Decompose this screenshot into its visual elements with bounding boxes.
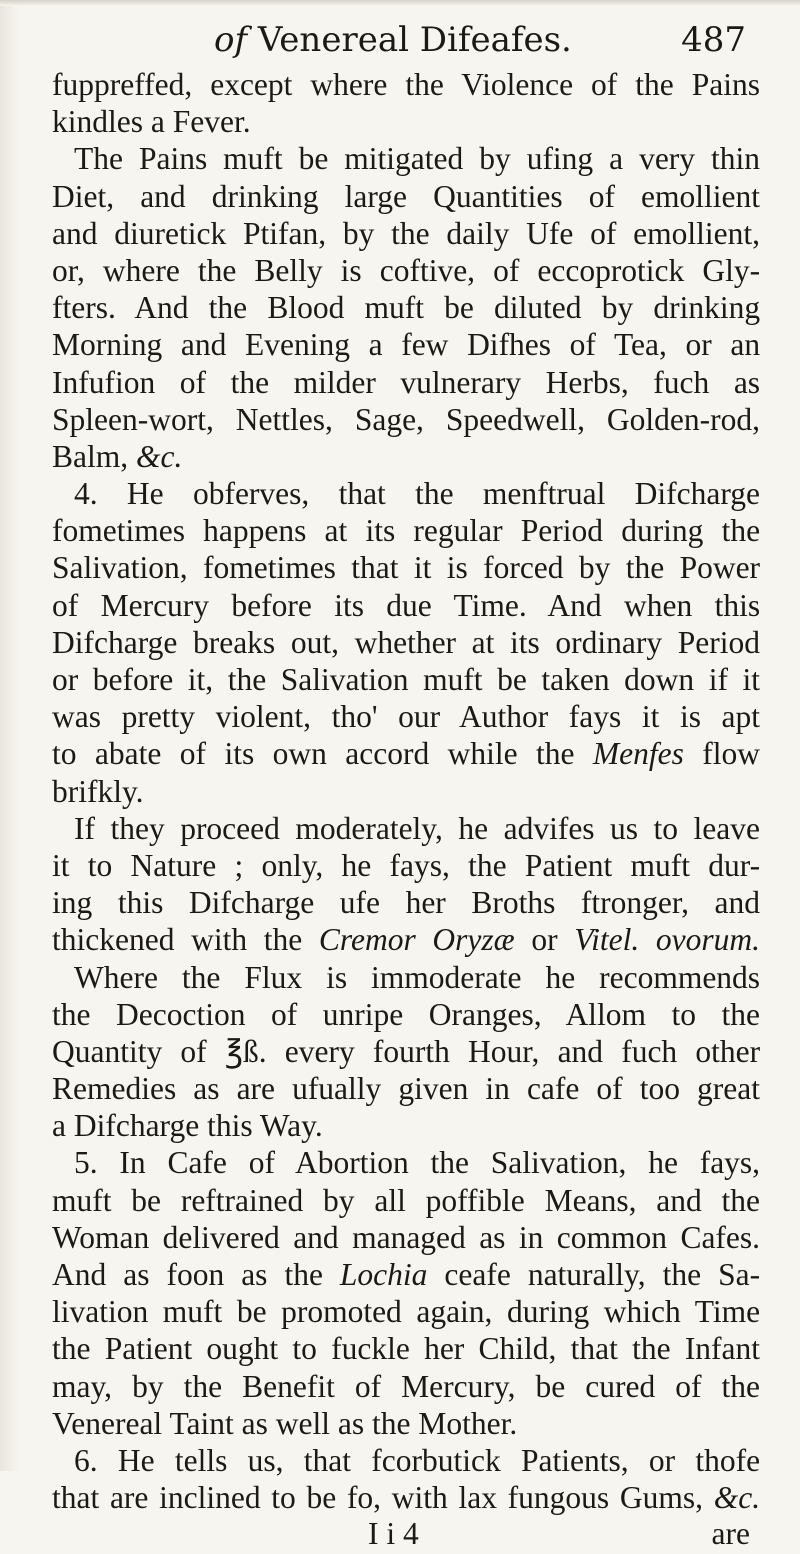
- text-line: Morning and Evening a few Difhes of Tea, or an: [52, 327, 760, 363]
- text-line: muft be reftrained by all poffible Means, and the: [52, 1182, 760, 1218]
- text-line: Diet, and drinking large Quantities of emollient: [52, 178, 760, 214]
- page-edge-shadow: [0, 0, 20, 1471]
- running-title: [214, 20, 572, 60]
- text-line: or, where the Belly is coftive, of eccoprotick Gly-: [52, 252, 760, 288]
- text-line: Woman delivered and managed as in common Cafes.: [52, 1219, 760, 1255]
- text-line: Where the Flux is immoderate he recommends: [74, 959, 760, 995]
- text-line: Infufion of the milder vulnerary Herbs, fuch as: [52, 364, 760, 400]
- text-line: that are inclined to be fo, with lax fungous Gums, &c.: [52, 1480, 760, 1516]
- text-line: ing this Difcharge ufe her Broths ftronger, and: [52, 885, 760, 921]
- text-line: livation muft be promoted again, during which Time: [52, 1294, 760, 1330]
- text-line: Balm, &c.: [52, 438, 183, 474]
- page-footer: [52, 1516, 760, 1554]
- text-line: was pretty violent, tho' our Author fays it is apt: [52, 699, 760, 735]
- text-line: 5. In Cafe of Abortion the Salivation, he fays,: [74, 1145, 760, 1181]
- text-line: brifkly.: [52, 773, 144, 809]
- text-line: 6. He tells us, that fcorbutick Patients, or thofe: [74, 1442, 760, 1478]
- running-title-of: of: [214, 20, 248, 60]
- text-line: thickened with the Cremor Oryzæ or Vitel. ovorum.: [52, 922, 760, 958]
- running-title-text: Venereal Difeafes.: [247, 20, 572, 60]
- catchword: are: [711, 1516, 750, 1552]
- text-line: of Mercury before its due Time. And when this: [52, 587, 760, 623]
- text-line: If they proceed moderately, he advifes us to leave: [74, 810, 760, 846]
- text-line: Salivation, fometimes that it is forced by the Power: [52, 550, 760, 586]
- text-line: And as foon as the Lochia ceafe naturally, the Sa-: [52, 1257, 760, 1292]
- text-line: kindles a Fever.: [52, 104, 251, 140]
- text-line: Venereal Taint as well as the Mother.: [52, 1405, 518, 1441]
- page-number: 487: [681, 20, 746, 60]
- running-header: [52, 20, 760, 66]
- text-line: 4. He obferves, that the menftrual Difcharge: [74, 476, 760, 512]
- text-line: it to Nature ; only, he fays, the Patient muft dur-: [52, 847, 760, 883]
- text-line: Difcharge breaks out, whether at its ordinary Period: [52, 624, 760, 660]
- text-line: to abate of its own accord while the Menfes flow: [52, 736, 760, 772]
- text-line: The Pains muft be mitigated by ufing a very thin: [74, 141, 760, 177]
- text-line: fters. And the Blood muft be diluted by drinking: [52, 290, 760, 326]
- text-line: and diuretick Ptifan, by the daily Ufe of emollient,: [52, 215, 760, 251]
- text-line: the Decoction of unripe Oranges, Allom to the: [52, 996, 760, 1032]
- text-line: a Difcharge this Way.: [52, 1108, 323, 1144]
- text-line: or before it, the Salivation muft be taken down if it: [52, 662, 760, 697]
- top-edge-shadow: [0, 0, 800, 6]
- text-line: Quantity of ℥ß. every fourth Hour, and fuch other: [52, 1033, 760, 1069]
- text-line: Spleen-wort, Nettles, Sage, Speedwell, Golden-rod,: [52, 401, 760, 437]
- text-line: fuppreffed, except where the Violence of the Pains: [52, 67, 760, 102]
- text-line: may, by the Benefit of Mercury, be cured of the: [52, 1368, 760, 1404]
- text-line: fometimes happens at its regular Period during the: [52, 513, 760, 549]
- text-line: Remedies as are ufually given in cafe of too great: [52, 1071, 760, 1107]
- signature-mark: I i 4: [368, 1516, 419, 1552]
- text-line: the Patient ought to fuckle her Child, that the Infant: [52, 1331, 760, 1367]
- body-text: [52, 66, 760, 1516]
